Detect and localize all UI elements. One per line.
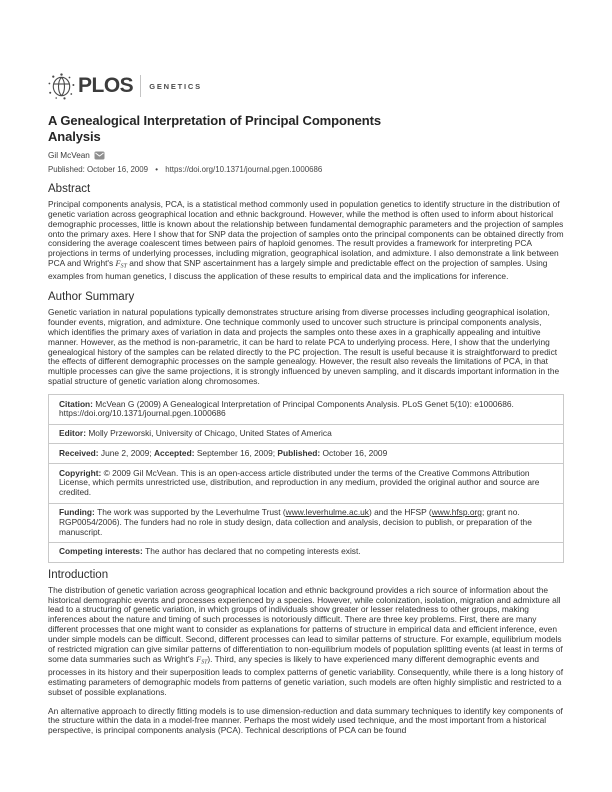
text-segment: Received: <box>59 447 101 458</box>
text-segment: McVean G (2009) A Genealogical Interpretation of Principal Components Analysis. PLoS Genet 5(10): e1000686. https://doi.org/10.1371/journal.pgen.1000686 <box>59 398 514 419</box>
text-segment: Competing interests: <box>59 546 146 557</box>
text-segment: The distribution of genetic variation across geographical location and ethnic background provides a rich source of information about the historical demographic events and processes experienced by a species. However, while colonization, isolation, migration and admixture all lead to a structuring of genetic variation, in which groups of individuals show greater or lesser relatedness to other groups, making inferences about the nature and timing of such processes is notoriously difficult. There are three key problems. First, there are many different processes that one might want to consider as explanations for patterns of structure in empirical data and efficient inference, even under simple models can be difficult. Second, different processes can lead to similar patterns of structure. For example, equilibrium models of restricted migration can give similar patterns of differentiation to non-equilibrium models of population splitting events (at least in terms of some data summaries such as Wright's <box>48 584 563 664</box>
text-segment: Editor: <box>59 428 89 439</box>
article-metadata <box>48 394 564 563</box>
text-segment: Principal components analysis, PCA, is a statistical method commonly used in population genetics to identify structure in the distribution of genetic variation across geographical location and ethnic background. However, while the method is often used to inform about historical demographic processes, little is known about the relationship between fundamental demographic parameters and the projection of samples onto the primary axes. Here I show that for SNP data the projection of samples onto the principal components can be obtained directly from considering the average coalescent times between pairs of haploid genomes. The result provides a framework for interpreting PCA projections in terms of underlying processes, including migration, geographical isolation, and admixture. I also demonstrate a link between PCA and Wright's <box>48 199 564 269</box>
author-summary-heading: Author Summary <box>48 291 135 304</box>
text-segment: Funding: <box>59 507 98 518</box>
text-segment: ST <box>201 659 208 666</box>
text-segment: and show that SNP ascertainment has a largely simple and predictable effect on the projection of samples. Using examples from human genetics, I discuss the application of these results to empirical data and the implications for inference. <box>48 258 548 282</box>
text-segment: October 16, 2009 <box>322 447 388 458</box>
text-segment: Accepted: <box>154 447 197 458</box>
publication-info <box>48 165 564 174</box>
introduction-paragraph-1 <box>48 586 564 698</box>
text-segment: F <box>196 654 202 664</box>
page-title: A Genealogical Interpretation of Principal Components Analysis <box>48 113 381 144</box>
journal-section: GENETICS <box>149 81 202 91</box>
author-summary-text <box>48 308 564 387</box>
text-segment: June 2, 2009; <box>100 447 154 458</box>
text-segment: The work was supported by the Leverhulme Trust ( <box>97 507 286 518</box>
introduction-paragraph-2 <box>48 707 564 737</box>
separator-dot: • <box>155 165 158 174</box>
leverhulme-link[interactable]: www.leverhulme.ac.uk <box>285 507 369 518</box>
text-segment: ) and the HFSP ( <box>369 507 432 518</box>
doi-link[interactable]: https://doi.org/10.1371/journal.pgen.1000686 <box>165 165 323 174</box>
text-segment: The author has declared that no competing interests exist. <box>145 546 361 557</box>
abstract-text <box>48 200 564 282</box>
metadata-box-citation <box>48 394 564 425</box>
text-segment: September 16, 2009; <box>196 447 278 458</box>
text-segment: F <box>115 259 121 269</box>
text-segment: Copyright: <box>59 467 104 478</box>
text-segment: Citation: <box>59 398 96 409</box>
metadata-box-competing <box>48 542 564 563</box>
metadata-box-dates <box>48 443 564 464</box>
metadata-box-editor <box>48 424 564 445</box>
published-date: Published: October 16, 2009 <box>48 165 149 174</box>
text-segment: ; grant no. RGP0054/2006). The funders had no role in study design, data collection and analysis, decision to publish, or preparation of the manuscript. <box>59 507 532 537</box>
logo-divider <box>140 75 141 97</box>
text-segment: Genetic variation in natural populations typically demonstrates structure arising from diverse processes including geographical isolation, founder events, migration, and admixture. One technique commonly used to uncover such structure is principal components analysis, which identifies the primary axes of variation in data and projects the samples onto these axes in a graphically appealing and intuitive manner. However, as the method is non-parametric, it can be hard to relate PCA to underlying process. Here, I show that the underlying genealogical history of the samples can be related directly to the PC projection. The result is useful because it is straightforward to predict the effects of different demographic processes on the sample genealogy. However, the result also reveals the limitations of PCA, in that multiple processes can give the same projections, it is strongly influenced by uneven sampling, and it discards important information in the spatial structure of genetic variation along chromosomes. <box>48 307 560 387</box>
introduction-heading: Introduction <box>48 568 109 581</box>
text-segment: ST <box>120 263 127 270</box>
abstract-heading: Abstract <box>48 183 91 195</box>
author-name[interactable]: Gil McVean <box>48 151 90 160</box>
author-row <box>48 151 564 160</box>
metadata-box-copyright <box>48 463 564 503</box>
text-segment: © 2009 Gil McVean. This is an open-access article distributed under the terms of the Creative Commons Attribution License, which permits unrestricted use, distribution, and reproduction in any medium, provided the original author and source are credited. <box>59 467 540 498</box>
journal-header <box>48 71 564 101</box>
text-segment: Published: <box>277 447 323 458</box>
text-segment: Molly Przeworski, University of Chicago, United States of America <box>88 428 332 439</box>
hfsp-link[interactable]: www.hfsp.org <box>431 507 482 518</box>
text-segment: ). Third, any species is likely to have experienced many different demographic events and processes in its history and their superposition leads to complex patterns of genetic variability. Consequently, while there is a long history of estimating parameters of demographic models from patterns of genetic variation, such models are often highly simplistic and restricted to a subset of possible explanations. <box>48 653 564 697</box>
plos-logo-icon <box>48 73 75 100</box>
text-segment: An alternative approach to directly fitting models is to use dimension-reduction and data summary techniques to identify key components of the structure within the data in a model-free manner. Perhaps the most widely used technique, and the most important from a historical perspective, is principal components analysis (PCA). Technical descriptions of PCA can be found <box>48 705 563 736</box>
metadata-box-funding <box>48 503 564 543</box>
author-info-icon[interactable] <box>94 151 105 160</box>
journal-name: PLOS <box>78 74 134 97</box>
